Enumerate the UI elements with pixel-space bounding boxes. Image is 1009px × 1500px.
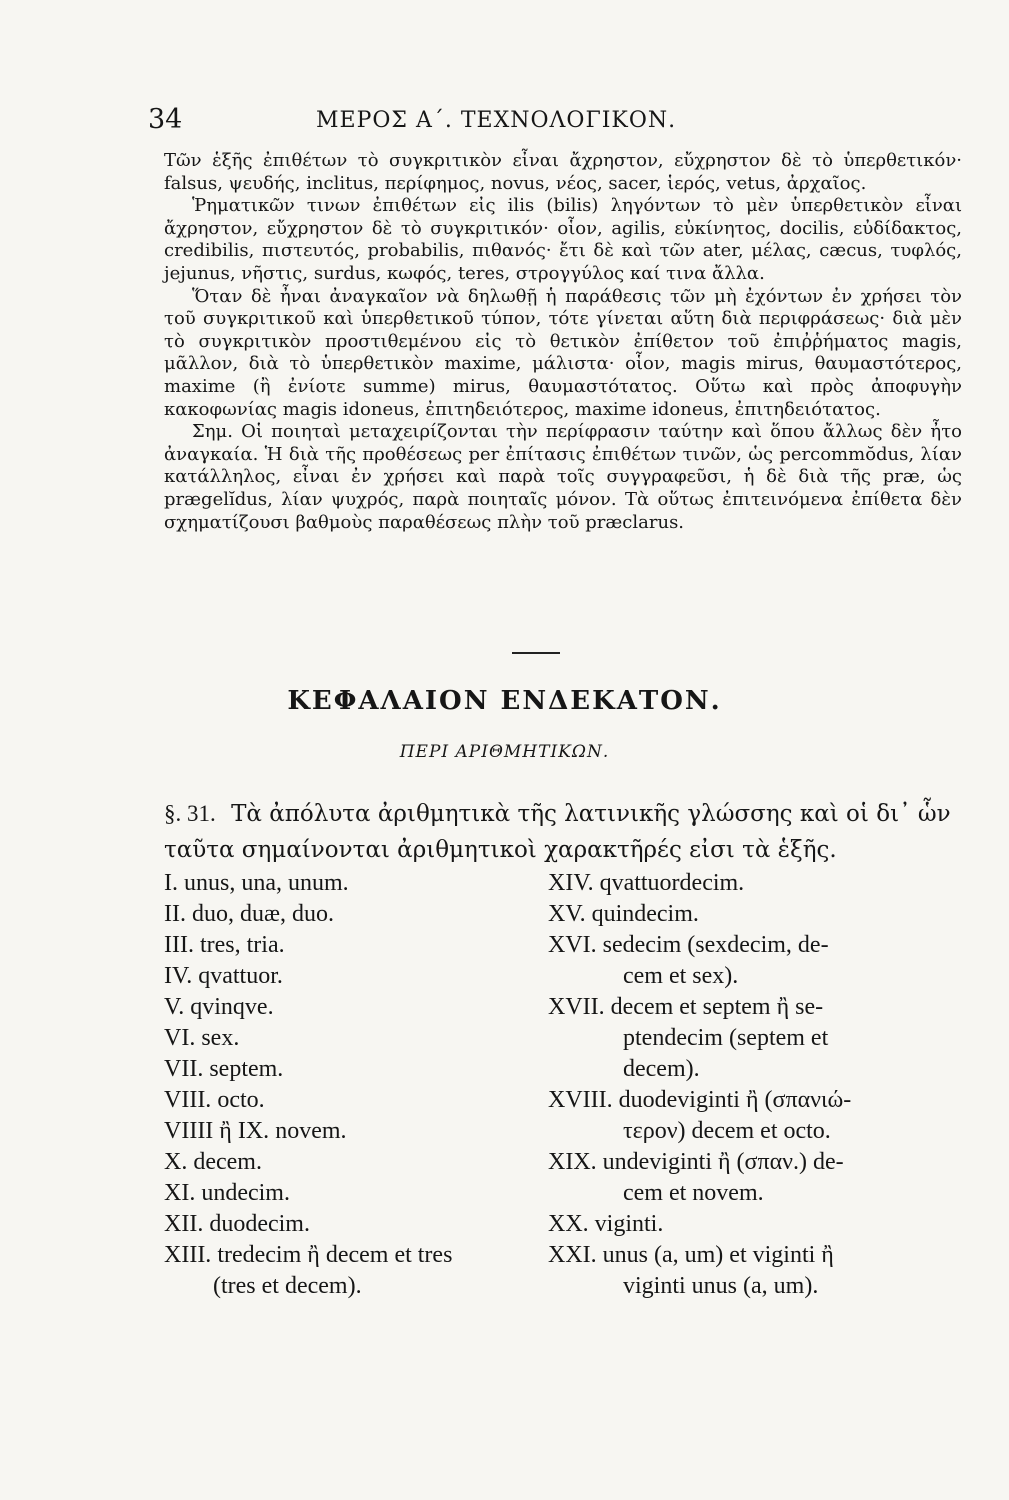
numeral-item-continuation [548, 1116, 968, 1147]
numeral-item [164, 961, 524, 992]
roman-numeral: VII. [164, 1056, 204, 1082]
latin-word: decem). [623, 1056, 700, 1082]
numeral-item-continuation [164, 1271, 524, 1302]
latin-word: qvinqve. [190, 994, 274, 1020]
roman-numeral: I. [164, 870, 178, 896]
roman-numeral: XII. [164, 1211, 204, 1237]
numeral-item [164, 1023, 524, 1054]
roman-numeral: V. [164, 994, 185, 1020]
roman-numeral: XIX. [548, 1149, 597, 1175]
roman-numeral: VIIII ἢ IX. [164, 1118, 270, 1144]
section-divider [512, 652, 560, 654]
roman-numeral: II. [164, 901, 186, 927]
roman-numeral: XVI. [548, 932, 597, 958]
latin-word: sedecim (sexdecim, de- [602, 932, 829, 958]
numeral-item-continuation [548, 1178, 968, 1209]
body-text [164, 150, 962, 534]
roman-numeral: VIII. [164, 1087, 212, 1113]
latin-word: τερον) decem et octo. [623, 1118, 831, 1144]
numeral-item [164, 1147, 524, 1178]
numeral-item-continuation [548, 961, 968, 992]
roman-numeral: XVIII. [548, 1087, 613, 1113]
numeral-item [548, 1147, 968, 1178]
roman-numeral: XIV. [548, 870, 594, 896]
page-number: 34 [148, 104, 183, 135]
roman-numeral: XIII. [164, 1242, 212, 1268]
latin-word: cem et sex). [623, 963, 739, 989]
latin-word: viginti. [594, 1211, 664, 1237]
latin-word: tredecim ἢ decem et tres [217, 1242, 453, 1268]
numeral-item [548, 1209, 968, 1240]
latin-word: duodecim. [209, 1211, 310, 1237]
latin-word: viginti unus (a, um). [623, 1273, 819, 1299]
latin-word: octo. [217, 1087, 265, 1113]
roman-numeral: XVII. [548, 994, 605, 1020]
latin-word: decem. [193, 1149, 262, 1175]
running-title: ΜΕΡΟΣ Α΄. ΤΕΧΝΟΛΟΓΙΚΟΝ. [316, 108, 677, 133]
numeral-item [164, 1209, 524, 1240]
roman-numeral: XX. [548, 1211, 589, 1237]
latin-word: undecim. [201, 1180, 290, 1206]
numeral-item [164, 930, 524, 961]
numeral-item [548, 868, 968, 899]
latin-word: novem. [275, 1118, 347, 1144]
numerals-list-right [548, 868, 968, 1302]
numeral-item [164, 992, 524, 1023]
numeral-item [548, 1240, 968, 1271]
latin-word: duo, duæ, duo. [191, 901, 334, 927]
numeral-item [164, 868, 524, 899]
section-text: Τὰ ἀπόλυτα ἀριθμητικὰ τῆς λατινικῆς γλώσσης καὶ οἱ δι᾽ ὧν ταῦτα σημαίνονται ἀριθμητικοὶ χαρακτῆρές εἰσι τὰ ἑξῆς. [164, 801, 951, 863]
numeral-item-continuation [548, 1054, 968, 1085]
latin-word: septem. [209, 1056, 284, 1082]
roman-numeral: IV. [164, 963, 193, 989]
latin-word: decem et septem ἢ se- [610, 994, 824, 1020]
numeral-item [164, 1240, 524, 1271]
section-number: §. 31. [164, 801, 216, 826]
latin-word: sex. [201, 1025, 240, 1051]
numeral-item [164, 1178, 524, 1209]
roman-numeral: XI. [164, 1180, 196, 1206]
roman-numeral: III. [164, 932, 194, 958]
numeral-item [548, 899, 968, 930]
roman-numeral: XV. [548, 901, 586, 927]
latin-word: cem et novem. [623, 1180, 764, 1206]
latin-word: quindecim. [591, 901, 699, 927]
chapter-subtitle: ΠΕΡΙ ΑΡΙΘΜΗΤΙΚΩΝ. [399, 742, 610, 762]
latin-word: duodeviginti ἢ (σπανιώ- [618, 1087, 852, 1113]
numeral-item [548, 992, 968, 1023]
chapter-title: ΚΕΦΑΛΑΙΟΝ ΕΝΔΕΚΑΤΟΝ. [287, 686, 722, 716]
roman-numeral: XXI. [548, 1242, 597, 1268]
latin-word: undeviginti ἢ (σπαν.) de- [602, 1149, 844, 1175]
paragraph: Ὅταν δὲ ἦναι ἀναγκαῖον νὰ δηλωθῇ ἡ παράθεσις τῶν μὴ ἐχόντων ἐν χρήσει τὸν τοῦ συγκριτικοῦ καὶ ὑπερθετικοῦ τύπον, τότε γίνεται αὕτη διὰ περιφράσεως· διὰ μὲν τὸ συγκριτικὸν προστιθεμένου εἰς τὸ θετικὸν ἐπίθετον τοῦ ἐπιῤῥήματος magis, μᾶλλον, διὰ τὸ ὑπερθετικὸν maxime, μάλιστα· οἷον, magis mirus, θαυμαστότερος, maxime (ἢ ἐνίοτε summe) mirus, θαυμαστότατος. Οὕτω καὶ πρὸς ἀποφυγὴν κακοφωνίας magis idoneus, ἐπιτηδειότερος, maxime idoneus, ἐπιτηδειότατος. [164, 285, 962, 420]
section-intro [164, 796, 964, 868]
latin-word: tres, tria. [199, 932, 285, 958]
page-header [148, 104, 868, 144]
roman-numeral: VI. [164, 1025, 196, 1051]
latin-word: (tres et decem). [213, 1273, 362, 1299]
numeral-item-continuation [548, 1023, 968, 1054]
numeral-item [164, 899, 524, 930]
latin-word: qvattuordecim. [599, 870, 745, 896]
latin-word: unus (a, um) et viginti ἢ [602, 1242, 834, 1268]
numeral-item [164, 1085, 524, 1116]
latin-word: ptendecim (septem et [623, 1025, 829, 1051]
numerals-list-left [164, 868, 524, 1302]
note-paragraph: Σημ. Οἱ ποιηταὶ μεταχειρίζονται τὴν περίφρασιν ταύτην καὶ ὅπου ἄλλως δὲν ἦτο ἀναγκαία. Ἡ διὰ τῆς προθέσεως per ἐπίτασις ἐπιθέτων τινῶν, ὡς percommŏdus, λίαν κατάλληλος, εἶναι ἐν χρήσει καὶ παρὰ τοῖς συγγραφεῦσι, ἡ δὲ διὰ τῆς præ, ὡς prægelĭdus, λίαν ψυχρός, παρὰ ποιηταῖς μόνον. Τὰ οὕτως ἐπιτεινόμενα ἐπίθετα δὲν σχηματίζουσι βαθμοὺς παραθέσεως πλὴν τοῦ præclarus. [164, 421, 962, 533]
paragraph: Ῥηματικῶν τινων ἐπιθέτων εἰς ilis (bilis) ληγόντων τὸ μὲν ὑπερθετικὸν εἶναι ἄχρηστον, εὔχρηστον δὲ τὸ συγκριτικόν· οἷον, agilis, εὐκίνητος, docilis, εὐδίδακτος, credibilis, πιστευτός, probabilis, πιθανός· ἔτι δὲ καὶ τῶν ater, μέλας, cæcus, τυφλός, jejunus, νῆστις, surdus, κωφός, teres, στρογγύλος καί τινα ἄλλα. [164, 195, 962, 284]
latin-word: qvattuor. [198, 963, 283, 989]
numeral-item [548, 930, 968, 961]
latin-word: unus, una, unum. [184, 870, 349, 896]
paragraph: Τῶν ἑξῆς ἐπιθέτων τὸ συγκριτικὸν εἶναι ἄχρηστον, εὔχρηστον δὲ τὸ ὑπερθετικόν· falsus, ψευδής, inclitus, περίφημος, novus, νέος, sacer, ἱερός, vetus, ἀρχαῖος. [164, 150, 962, 194]
numeral-item-continuation [548, 1271, 968, 1302]
numeral-item [548, 1085, 968, 1116]
numeral-item [164, 1054, 524, 1085]
numeral-item [164, 1116, 524, 1147]
roman-numeral: X. [164, 1149, 188, 1175]
